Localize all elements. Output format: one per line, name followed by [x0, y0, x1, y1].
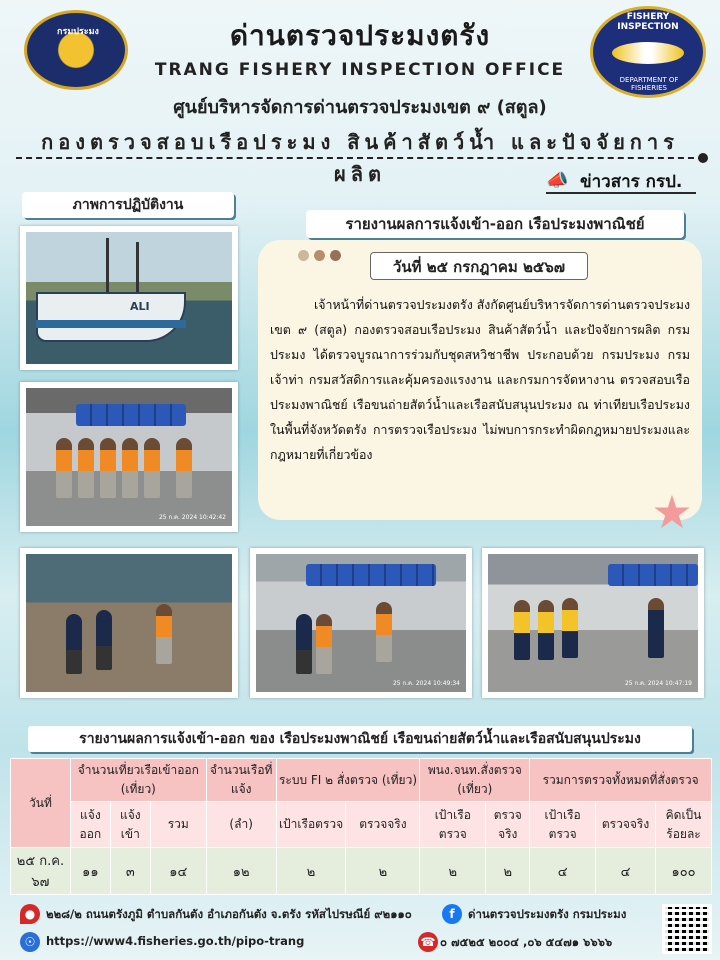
officer — [648, 598, 664, 658]
cell-value: ๑๐๐ — [656, 848, 712, 895]
cell-value: ๑๒ — [206, 848, 276, 895]
footer — [0, 894, 720, 960]
photo-document-check — [250, 548, 472, 698]
cell-value: ๔ — [596, 848, 656, 895]
cell-value: ๒ — [486, 848, 530, 895]
dot-icon — [298, 250, 309, 261]
cell-value: ๔ — [530, 848, 596, 895]
news-badge-underline — [546, 192, 696, 194]
cell-value: ๓ — [110, 848, 150, 895]
report-section-label: รายงานผลการแจ้งเข้า-ออก เรือประมงพาณิชย์ — [306, 210, 684, 238]
sub-header: ตรวจจริง — [486, 802, 530, 848]
row-date: ๒๕ ก.ค. ๖๗ — [11, 848, 71, 895]
starfish-icon: ★ — [651, 485, 693, 539]
cell-value: ๒ — [420, 848, 486, 895]
photo-crew-lineup — [20, 382, 238, 532]
office-title-english: TRANG FISHERY INSPECTION OFFICE — [154, 60, 566, 80]
crew-member — [100, 438, 116, 498]
fishing-boat — [36, 292, 186, 342]
blue-barrels — [306, 564, 436, 586]
office-title-thai: ด่านตรวจประมงตรัง — [229, 19, 491, 52]
photo-timestamp: 25 ก.ค. 2024 10:49:34 — [392, 680, 460, 687]
crew-member — [176, 438, 192, 498]
globe-icon: ☉ — [20, 932, 40, 952]
crew-member — [376, 602, 392, 662]
header-divider-dot — [698, 153, 708, 163]
photo-timestamp: 25 ก.ค. 2024 10:42:42 — [158, 514, 226, 521]
article-body: เจ้าหน้าที่ด่านตรวจประมงตรัง สังกัดศูนย์บริหารจัดการด่านตรวจประมง เขต ๙ (สตูล) กองตรวจสอบเรือประมง สินค้าสัตว์น้ำ และปัจจัยการผลิต กรมประมง ได้ตรวจบูรณาการร่วมกับชุดสหวิชาชีพ ประกอบด้วย กรมประมง กรมเจ้าท่า กรมสวัสดิการและคุ้มครองแรงงาน และกรมการจัดหางาน ตรวจสอบเรือประมงพาณิชย์ เรือขนถ่ายสัตว์น้ำและเรือสนับสนุนประมง ณ ท่าเทียบเรือประมงในพื้นที่จังหวัดตรัง การตรวจเรือประมง ไม่พบการกระทำผิดกฎหมายประมงและกฎหมายที่เกี่ยวข้อง — [270, 297, 690, 462]
footer-address: ๒๒๘/๒ ถนนตรังภูมิ ตำบลกันตัง อำเภอกันตัง จ.ตรัง รหัสไปรษณีย์ ๙๒๑๑๐ — [46, 907, 412, 921]
fishery-inspection-wings-icon — [612, 42, 684, 64]
officer — [562, 598, 578, 658]
department-seal-logo — [24, 10, 128, 90]
news-badge-label: ข่าวสาร กรป. — [580, 172, 683, 192]
col-date-header: วันที่ — [11, 759, 71, 848]
header-divider — [16, 157, 704, 159]
sub-header: เป้าเรือตรวจ — [420, 802, 486, 848]
sub-header: แจ้งเข้า — [110, 802, 150, 848]
col-group-officer: พนง.จนท.สั่งตรวจ (เที่ยว) — [420, 759, 530, 802]
fishery-inspection-logo-text: FISHERY INSPECTION — [617, 12, 679, 32]
division-title: กองตรวจสอบเรือประมง สินค้าสัตว์น้ำ และปัจจัยการผลิต — [41, 130, 679, 186]
phone-icon: ☎ — [418, 932, 438, 952]
officer — [96, 610, 112, 670]
sub-header: ตรวจจริง — [596, 802, 656, 848]
boat-mast — [136, 242, 139, 296]
decorative-dots — [298, 250, 348, 262]
article-date: วันที่ ๒๕ กรกฎาคม ๒๕๖๗ — [370, 252, 588, 280]
footer-facebook[interactable]: ด่านตรวจประมงตรัง กรมประมง — [468, 907, 627, 921]
officer — [514, 600, 530, 660]
footer-phone: ๐ ๗๕๒๕ ๒๐๐๔ ,๐๖ ๕๔๗๑ ๖๖๖๖ — [440, 935, 613, 949]
crew-member — [156, 604, 172, 664]
col-group-vessels: จำนวนเรือที่แจ้ง — [206, 759, 276, 802]
blue-barrels — [608, 564, 698, 586]
photo-timestamp: 25 ก.ค. 2024 10:47:19 — [624, 680, 692, 687]
megaphone-icon: 📣 — [546, 170, 569, 191]
photo-inspection-pier — [20, 548, 238, 698]
boat-mast — [106, 238, 109, 296]
cell-value: ๑๔ — [150, 848, 206, 895]
location-pin-icon: ● — [20, 904, 40, 924]
dot-icon — [314, 250, 325, 261]
cell-value: ๒ — [346, 848, 420, 895]
officer — [66, 614, 82, 674]
blue-barrels — [76, 404, 186, 426]
cell-value: ๒ — [276, 848, 346, 895]
boat-stripe — [36, 320, 186, 328]
crew-member — [56, 438, 72, 498]
officer — [538, 600, 554, 660]
fishery-inspection-logo-subtext: DEPARTMENT OF FISHERIES — [619, 76, 679, 92]
dot-icon — [330, 250, 341, 261]
sub-header: แจ้งออก — [70, 802, 110, 848]
vessel-report-table — [10, 758, 712, 895]
department-seal-text: กรมประมง — [57, 27, 99, 37]
col-group-trips: จำนวนเที่ยวเรือเข้าออก (เที่ยว) — [70, 759, 206, 802]
table-title: รายงานผลการแจ้งเข้า-ออก ของ เรือประมงพาณิชย์ เรือขนถ่ายสัตว์น้ำและเรือสนับสนุนประมง — [28, 726, 692, 752]
crew-member — [316, 614, 332, 674]
photo-fishing-boat — [20, 226, 238, 370]
footer-website[interactable]: https://www4.fisheries.go.th/pipo-trang — [46, 934, 305, 948]
crew-member — [122, 438, 138, 498]
crew-member — [144, 438, 160, 498]
sub-header: เป้าเรือตรวจ — [276, 802, 346, 848]
col-group-fi2: ระบบ FI ๒ สั่งตรวจ (เที่ยว) — [276, 759, 420, 802]
qr-code[interactable] — [662, 904, 712, 954]
cell-value: ๑๑ — [70, 848, 110, 895]
sub-header: เป้าเรือตรวจ — [530, 802, 596, 848]
sub-header: ตรวจจริง — [346, 802, 420, 848]
news-badge — [546, 168, 696, 194]
sub-header: รวม — [150, 802, 206, 848]
photo-officers-standing — [482, 548, 704, 698]
performance-section-label: ภาพการปฏิบัติงาน — [22, 192, 234, 218]
col-group-total: รวมการตรวจทั้งหมดที่สั่งตรวจ — [530, 759, 712, 802]
table-row — [11, 848, 712, 895]
officer — [296, 614, 312, 674]
crew-member — [78, 438, 94, 498]
management-center-title: ศูนย์บริหารจัดการด่านตรวจประมงเขต ๙ (สตูล) — [173, 97, 547, 118]
facebook-icon[interactable]: f — [442, 904, 462, 924]
boat-hull-marking: ALI — [130, 300, 150, 313]
sub-header: (ลำ) — [206, 802, 276, 848]
sub-header: คิดเป็นร้อยละ — [656, 802, 712, 848]
